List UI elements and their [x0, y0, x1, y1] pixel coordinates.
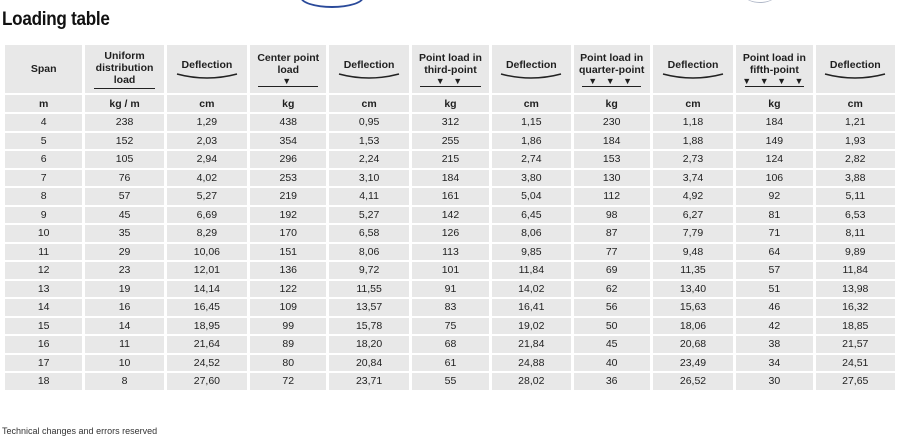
brand-logo-fragment — [300, 0, 364, 8]
table-row — [5, 170, 895, 187]
table-cell: 11,84 — [816, 262, 895, 279]
uniform-load-line-icon — [94, 88, 155, 89]
point-load-arrows-icon: ▼ ▼ ▼ ▼ — [742, 75, 807, 86]
table-cell: 42 — [736, 318, 812, 335]
table-row — [5, 133, 895, 150]
table-cell: 6,53 — [816, 207, 895, 224]
beam-line-icon — [582, 86, 642, 87]
table-cell: 151 — [250, 244, 326, 261]
table-cell: 19 — [85, 281, 163, 298]
table-cell: 24,51 — [816, 355, 895, 372]
table-cell: 2,82 — [816, 151, 895, 168]
column-header-label: Point load in fifth-point — [742, 51, 806, 76]
table-cell: 92 — [736, 188, 812, 205]
column-header-label: Point load in quarter-point — [579, 51, 645, 76]
table-row — [5, 262, 895, 279]
table-cell: 75 — [412, 318, 489, 335]
table-cell: 10 — [85, 355, 163, 372]
table-cell: 1,53 — [329, 133, 408, 150]
point-load-arrows-icon: ▼ ▼ — [435, 75, 466, 86]
table-cell: 8,29 — [167, 225, 247, 242]
table-cell: 24,52 — [167, 355, 247, 372]
unit-cell: kg — [412, 95, 489, 112]
table-row — [5, 244, 895, 261]
table-cell: 76 — [85, 170, 163, 187]
table-cell: 11,84 — [492, 262, 570, 279]
table-cell: 50 — [574, 318, 650, 335]
table-cell: 312 — [412, 114, 489, 131]
table-row — [5, 336, 895, 353]
table-cell: 15,78 — [329, 318, 408, 335]
table-cell: 0,95 — [329, 114, 408, 131]
table-cell: 112 — [574, 188, 650, 205]
table-cell: 30 — [736, 373, 812, 390]
table-cell: 18,85 — [816, 318, 895, 335]
table-cell: 16,41 — [492, 299, 570, 316]
column-header-label: Span — [30, 63, 57, 75]
table-cell: 6,45 — [492, 207, 570, 224]
table-cell: 124 — [736, 151, 812, 168]
table-cell: 14 — [5, 299, 82, 316]
table-cell: 20,84 — [329, 355, 408, 372]
table-cell: 29 — [85, 244, 163, 261]
table-cell: 13 — [5, 281, 82, 298]
table-cell: 8,06 — [329, 244, 408, 261]
table-cell: 4,11 — [329, 188, 408, 205]
unit-cell: cm — [492, 95, 570, 112]
table-cell: 34 — [736, 355, 812, 372]
table-cell: 12,01 — [167, 262, 247, 279]
table-cell: 253 — [250, 170, 326, 187]
table-cell: 105 — [85, 151, 163, 168]
unit-cell: m — [5, 95, 82, 112]
table-cell: 354 — [250, 133, 326, 150]
table-cell: 21,84 — [492, 336, 570, 353]
table-cell: 11,55 — [329, 281, 408, 298]
table-cell: 16,32 — [816, 299, 895, 316]
column-header-label: Deflection — [667, 58, 719, 71]
table-cell: 3,80 — [492, 170, 570, 187]
table-cell: 77 — [574, 244, 650, 261]
table-cell: 27,65 — [816, 373, 895, 390]
column-header-label: Point load in third-point — [418, 51, 482, 76]
table-cell: 5,04 — [492, 188, 570, 205]
table-cell: 24,88 — [492, 355, 570, 372]
deflection-curve-icon — [824, 73, 886, 80]
table-cell: 38 — [736, 336, 812, 353]
table-cell: 1,15 — [492, 114, 570, 131]
table-cell: 5 — [5, 133, 82, 150]
table-cell: 18,20 — [329, 336, 408, 353]
unit-cell: kg — [736, 95, 812, 112]
table-cell: 149 — [736, 133, 812, 150]
table-cell: 98 — [574, 207, 650, 224]
table-cell: 109 — [250, 299, 326, 316]
table-cell: 3,74 — [653, 170, 733, 187]
table-cell: 17 — [5, 355, 82, 372]
table-cell: 55 — [412, 373, 489, 390]
table-cell: 106 — [736, 170, 812, 187]
table-cell: 13,98 — [816, 281, 895, 298]
table-cell: 184 — [412, 170, 489, 187]
footnote: Technical changes and errors reserved — [2, 426, 158, 436]
table-row — [5, 188, 895, 205]
table-cell: 15 — [5, 318, 82, 335]
table-cell: 18,06 — [653, 318, 733, 335]
table-cell: 35 — [85, 225, 163, 242]
table-cell: 2,94 — [167, 151, 247, 168]
table-cell: 8 — [5, 188, 82, 205]
table-cell: 15,63 — [653, 299, 733, 316]
column-header — [492, 45, 570, 93]
table-row — [5, 299, 895, 316]
column-header — [736, 45, 812, 93]
table-cell: 9,72 — [329, 262, 408, 279]
table-cell: 45 — [574, 336, 650, 353]
table-cell: 57 — [736, 262, 812, 279]
table-cell: 5,27 — [167, 188, 247, 205]
table-cell: 19,02 — [492, 318, 570, 335]
table-cell: 57 — [85, 188, 163, 205]
table-cell: 192 — [250, 207, 326, 224]
table-cell: 51 — [736, 281, 812, 298]
table-row — [5, 151, 895, 168]
table-cell: 161 — [412, 188, 489, 205]
table-cell: 238 — [85, 114, 163, 131]
table-cell: 1,88 — [653, 133, 733, 150]
table-cell: 45 — [85, 207, 163, 224]
table-cell: 21,64 — [167, 336, 247, 353]
table-cell: 4,92 — [653, 188, 733, 205]
unit-cell: kg / m — [85, 95, 163, 112]
unit-cell: cm — [329, 95, 408, 112]
table-cell: 16,45 — [167, 299, 247, 316]
table-cell: 69 — [574, 262, 650, 279]
column-header-label: Deflection — [343, 58, 395, 71]
table-cell: 7 — [5, 170, 82, 187]
unit-cell: cm — [167, 95, 247, 112]
table-cell: 1,29 — [167, 114, 247, 131]
table-cell: 2,03 — [167, 133, 247, 150]
table-cell: 1,93 — [816, 133, 895, 150]
table-cell: 438 — [250, 114, 326, 131]
table-cell: 23 — [85, 262, 163, 279]
table-cell: 215 — [412, 151, 489, 168]
table-cell: 27,60 — [167, 373, 247, 390]
table-cell: 83 — [412, 299, 489, 316]
table-cell: 16 — [5, 336, 82, 353]
column-header — [574, 45, 650, 93]
column-header — [412, 45, 489, 93]
table-cell: 153 — [574, 151, 650, 168]
table-cell: 62 — [574, 281, 650, 298]
table-row — [5, 225, 895, 242]
unit-cell: kg — [574, 95, 650, 112]
table-cell: 1,21 — [816, 114, 895, 131]
table-cell: 26,52 — [653, 373, 733, 390]
table-cell: 10 — [5, 225, 82, 242]
decorative-arc — [745, 0, 775, 3]
table-cell: 9,48 — [653, 244, 733, 261]
column-header — [329, 45, 408, 93]
table-cell: 5,11 — [816, 188, 895, 205]
table-cell: 9,85 — [492, 244, 570, 261]
column-header-label: Uniform distribution load — [95, 49, 154, 86]
table-cell: 6,27 — [653, 207, 733, 224]
table-cell: 170 — [250, 225, 326, 242]
table-cell: 230 — [574, 114, 650, 131]
table-cell: 3,88 — [816, 170, 895, 187]
table-cell: 122 — [250, 281, 326, 298]
column-header — [816, 45, 895, 93]
table-cell: 99 — [250, 318, 326, 335]
table-cell: 56 — [574, 299, 650, 316]
table-cell: 40 — [574, 355, 650, 372]
table-cell: 71 — [736, 225, 812, 242]
table-cell: 68 — [412, 336, 489, 353]
table-cell: 20,68 — [653, 336, 733, 353]
table-cell: 18 — [5, 373, 82, 390]
table-cell: 1,86 — [492, 133, 570, 150]
column-header-label: Deflection — [829, 58, 881, 71]
table-cell: 14 — [85, 318, 163, 335]
table-cell: 136 — [250, 262, 326, 279]
loading-table — [2, 43, 898, 392]
deflection-curve-icon — [338, 73, 400, 80]
header-row — [5, 45, 895, 93]
table-cell: 2,74 — [492, 151, 570, 168]
table-cell: 6,69 — [167, 207, 247, 224]
column-header — [250, 45, 326, 93]
table-cell: 13,57 — [329, 299, 408, 316]
deflection-curve-icon — [500, 73, 562, 80]
table-row — [5, 207, 895, 224]
deflection-curve-icon — [662, 73, 724, 80]
table-cell: 8 — [85, 373, 163, 390]
table-cell: 16 — [85, 299, 163, 316]
deflection-curve-icon — [176, 73, 238, 80]
table-cell: 6,58 — [329, 225, 408, 242]
table-cell: 11 — [85, 336, 163, 353]
table-row — [5, 373, 895, 390]
table-cell: 46 — [736, 299, 812, 316]
table-cell: 11 — [5, 244, 82, 261]
beam-line-icon — [420, 86, 480, 87]
table-cell: 152 — [85, 133, 163, 150]
table-cell: 21,57 — [816, 336, 895, 353]
table-cell: 184 — [574, 133, 650, 150]
table-cell: 72 — [250, 373, 326, 390]
beam-line-icon — [745, 86, 805, 87]
point-load-arrows-icon: ▼ — [282, 75, 295, 86]
table-cell: 10,06 — [167, 244, 247, 261]
table-cell: 5,27 — [329, 207, 408, 224]
page-title: Loading table — [2, 9, 110, 30]
column-header — [5, 45, 82, 93]
unit-row — [5, 95, 895, 112]
table-cell: 11,35 — [653, 262, 733, 279]
table-row — [5, 114, 895, 131]
table-cell: 8,11 — [816, 225, 895, 242]
column-header — [85, 45, 163, 93]
table-cell: 23,71 — [329, 373, 408, 390]
table-cell: 7,79 — [653, 225, 733, 242]
table-row — [5, 281, 895, 298]
column-header-label: Deflection — [505, 58, 557, 71]
table-cell: 89 — [250, 336, 326, 353]
table-cell: 64 — [736, 244, 812, 261]
table-cell: 2,24 — [329, 151, 408, 168]
unit-cell: cm — [816, 95, 895, 112]
table-cell: 80 — [250, 355, 326, 372]
table-row — [5, 355, 895, 372]
table-cell: 23,49 — [653, 355, 733, 372]
unit-cell: kg — [250, 95, 326, 112]
table-cell: 6 — [5, 151, 82, 168]
table-cell: 14,02 — [492, 281, 570, 298]
table-cell: 36 — [574, 373, 650, 390]
table-cell: 101 — [412, 262, 489, 279]
table-cell: 255 — [412, 133, 489, 150]
table-cell: 13,40 — [653, 281, 733, 298]
table-cell: 2,73 — [653, 151, 733, 168]
table-cell: 296 — [250, 151, 326, 168]
table-cell: 18,95 — [167, 318, 247, 335]
table-row — [5, 318, 895, 335]
beam-line-icon — [258, 86, 318, 87]
table-cell: 1,18 — [653, 114, 733, 131]
column-header-label: Center point load — [257, 51, 320, 76]
table-cell: 87 — [574, 225, 650, 242]
table-cell: 3,10 — [329, 170, 408, 187]
table-cell: 28,02 — [492, 373, 570, 390]
table-cell: 130 — [574, 170, 650, 187]
point-load-arrows-icon: ▼ ▼ ▼ — [588, 75, 636, 86]
table-cell: 61 — [412, 355, 489, 372]
column-header-label: Deflection — [181, 58, 233, 71]
table-cell: 81 — [736, 207, 812, 224]
table-cell: 184 — [736, 114, 812, 131]
table-cell: 4,02 — [167, 170, 247, 187]
table-cell: 126 — [412, 225, 489, 242]
table-cell: 14,14 — [167, 281, 247, 298]
column-header — [167, 45, 247, 93]
column-header — [653, 45, 733, 93]
table-cell: 113 — [412, 244, 489, 261]
unit-cell: cm — [653, 95, 733, 112]
table-cell: 219 — [250, 188, 326, 205]
table-cell: 4 — [5, 114, 82, 131]
table-cell: 91 — [412, 281, 489, 298]
table-cell: 9,89 — [816, 244, 895, 261]
table-cell: 8,06 — [492, 225, 570, 242]
table-cell: 12 — [5, 262, 82, 279]
table-cell: 142 — [412, 207, 489, 224]
table-body — [5, 114, 895, 390]
table-cell: 9 — [5, 207, 82, 224]
